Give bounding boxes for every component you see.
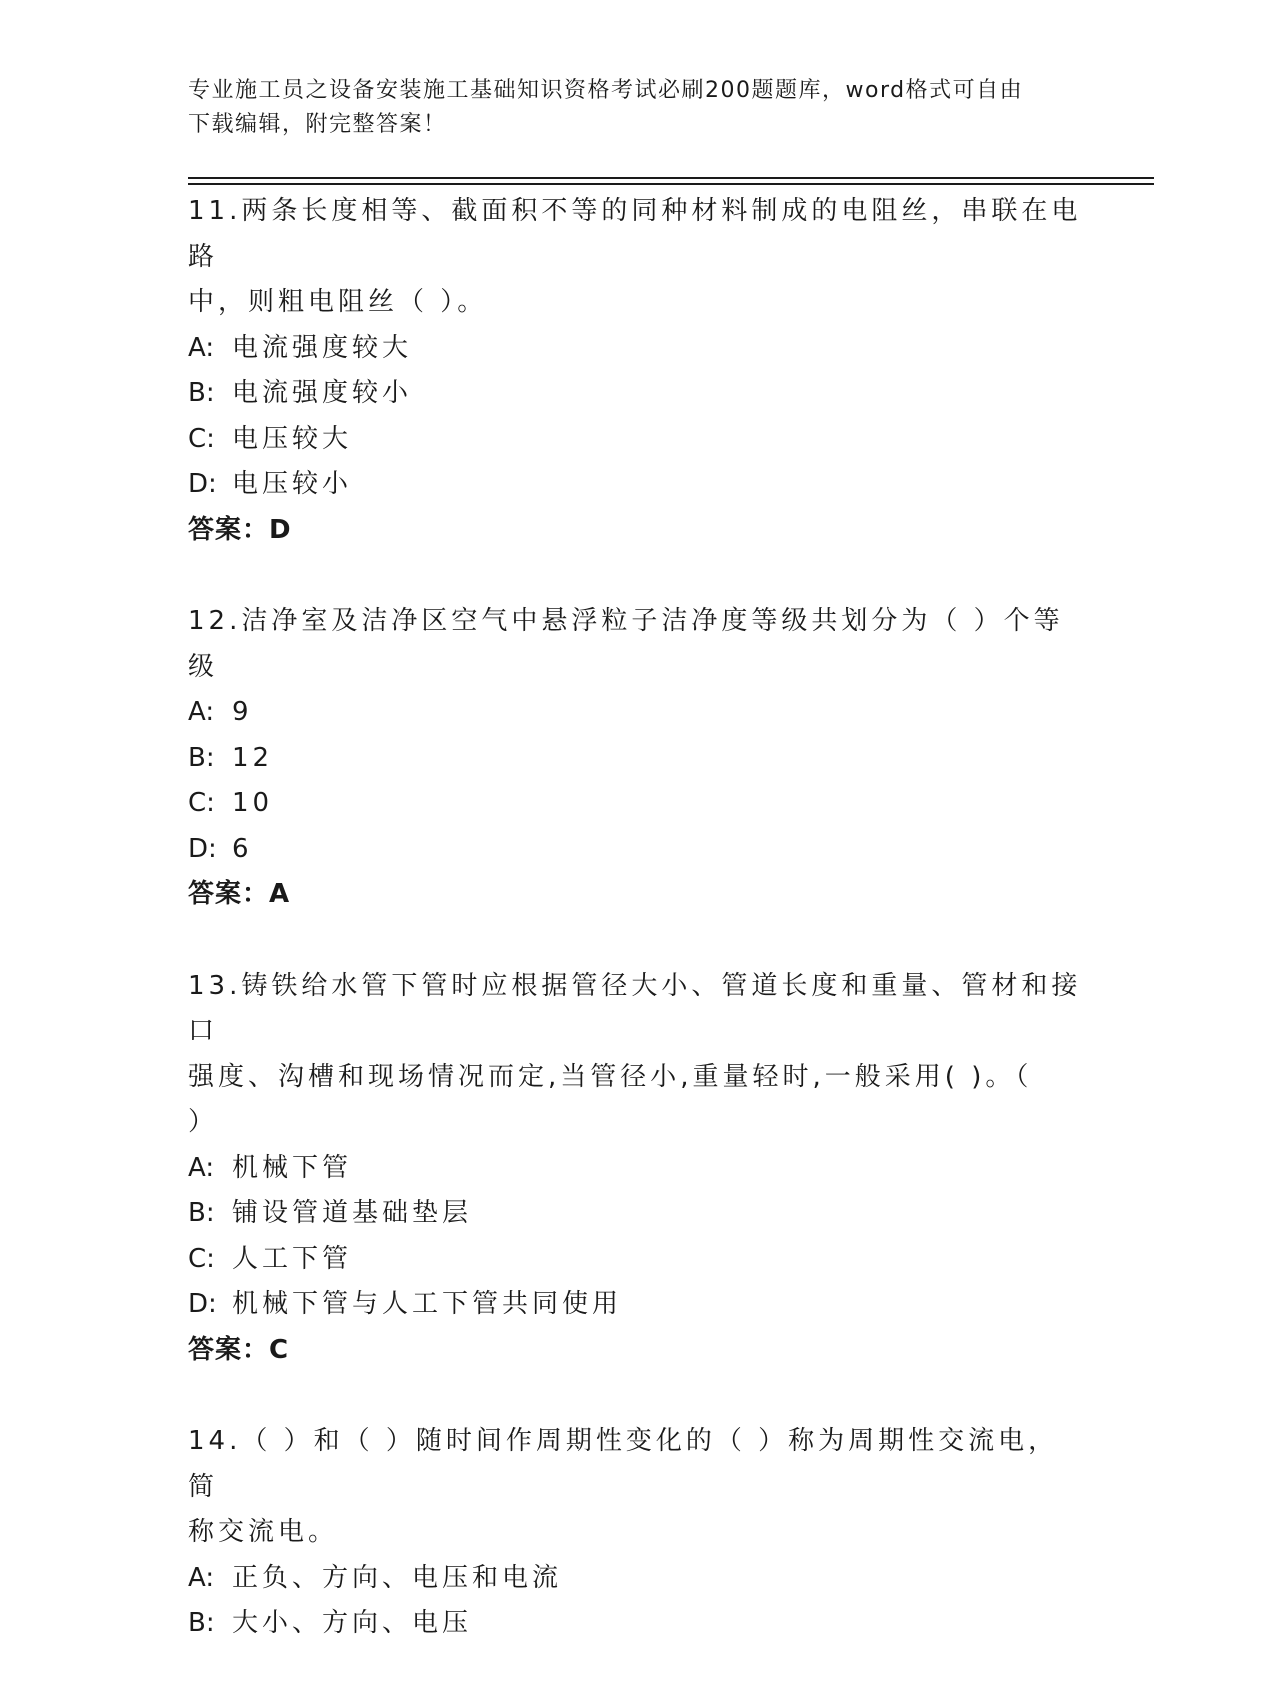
option-item xyxy=(188,462,1088,508)
option-item xyxy=(188,781,1088,827)
option-text: 10 xyxy=(232,788,274,818)
option-text: 电压较大 xyxy=(232,423,353,454)
option-text: 人工下管 xyxy=(232,1243,353,1274)
option-item xyxy=(188,1237,1088,1283)
option-item xyxy=(188,690,1088,736)
option-text: 大小、方向、电压 xyxy=(232,1608,473,1638)
option-item xyxy=(188,1146,1088,1192)
question-list xyxy=(188,189,1088,1693)
option-key: D: xyxy=(188,1289,217,1319)
option-item xyxy=(188,1601,1088,1647)
question-stem-line: 14.（ ）和（ ）随时间作周期性变化的（ ）称为周期性交流电，简 xyxy=(188,1426,1059,1502)
option-key: D: xyxy=(188,833,217,864)
question-stem-line: 11.两条长度相等、截面积不等的同种材料制成的电阻丝，串联在电路 xyxy=(188,196,1082,272)
option-item xyxy=(188,417,1088,463)
answer-line: 答案：C xyxy=(188,1334,290,1365)
option-item xyxy=(188,736,1088,782)
question-stem-line: 中，则粗电阻丝（ ）。 xyxy=(188,287,488,317)
option-item xyxy=(188,1191,1088,1237)
question-block xyxy=(188,189,1088,553)
option-key: C: xyxy=(188,788,215,818)
option-item xyxy=(188,1282,1088,1328)
answer-line: 答案：D xyxy=(188,514,292,545)
question-stem-line: 13.铸铁给水管下管时应根据管径大小、管道长度和重量、管材和接口 xyxy=(188,970,1082,1046)
option-key: B: xyxy=(188,742,215,773)
option-key: C: xyxy=(188,1243,215,1274)
option-text: 机械下管与人工下管共同使用 xyxy=(232,1289,623,1319)
question-stem-line: ） xyxy=(188,1107,219,1137)
option-key: A: xyxy=(188,1152,215,1183)
option-text: 电压较小 xyxy=(232,469,353,499)
option-text: 机械下管 xyxy=(232,1152,353,1183)
answer-line: 答案：A xyxy=(188,879,291,909)
option-text: 12 xyxy=(232,742,274,773)
option-key: C: xyxy=(188,423,215,454)
option-key: D: xyxy=(188,469,217,499)
option-key: A: xyxy=(188,697,215,727)
header-rule-bottom xyxy=(188,183,1154,185)
option-text: 9 xyxy=(232,697,253,727)
header-line-2: 下载编辑，附完整答案！ xyxy=(188,112,447,137)
question-stem-line: 称交流电。 xyxy=(188,1517,339,1547)
option-key: B: xyxy=(188,1608,215,1638)
header-line-1: 专业施工员之设备安装施工基础知识资格考试必刷200题题库，word格式可自由 xyxy=(188,78,1024,103)
option-key: B: xyxy=(188,1198,215,1228)
question-block xyxy=(188,1419,1088,1647)
option-item xyxy=(188,1556,1088,1602)
option-item xyxy=(188,371,1088,417)
option-key: A: xyxy=(188,332,215,363)
option-text: 正负、方向、电压和电流 xyxy=(232,1562,563,1593)
question-stem-line: 强度、沟槽和现场情况而定,当管径小,重量轻时,一般采用( )。（ xyxy=(188,1061,1033,1092)
question-block xyxy=(188,964,1088,1374)
option-text: 电流强度较小 xyxy=(232,378,413,408)
document-header xyxy=(188,74,1068,142)
question-stem-line: 12.洁净室及洁净区空气中悬浮粒子洁净度等级共划分为（ ）个等级 xyxy=(188,606,1064,682)
option-text: 电流强度较大 xyxy=(232,332,413,363)
option-key: B: xyxy=(188,378,215,408)
option-text: 6 xyxy=(232,833,253,864)
option-text: 铺设管道基础垫层 xyxy=(232,1198,473,1228)
option-item xyxy=(188,827,1088,873)
option-key: A: xyxy=(188,1562,215,1593)
header-rule-top xyxy=(188,177,1154,179)
option-item xyxy=(188,326,1088,372)
question-block xyxy=(188,599,1088,918)
